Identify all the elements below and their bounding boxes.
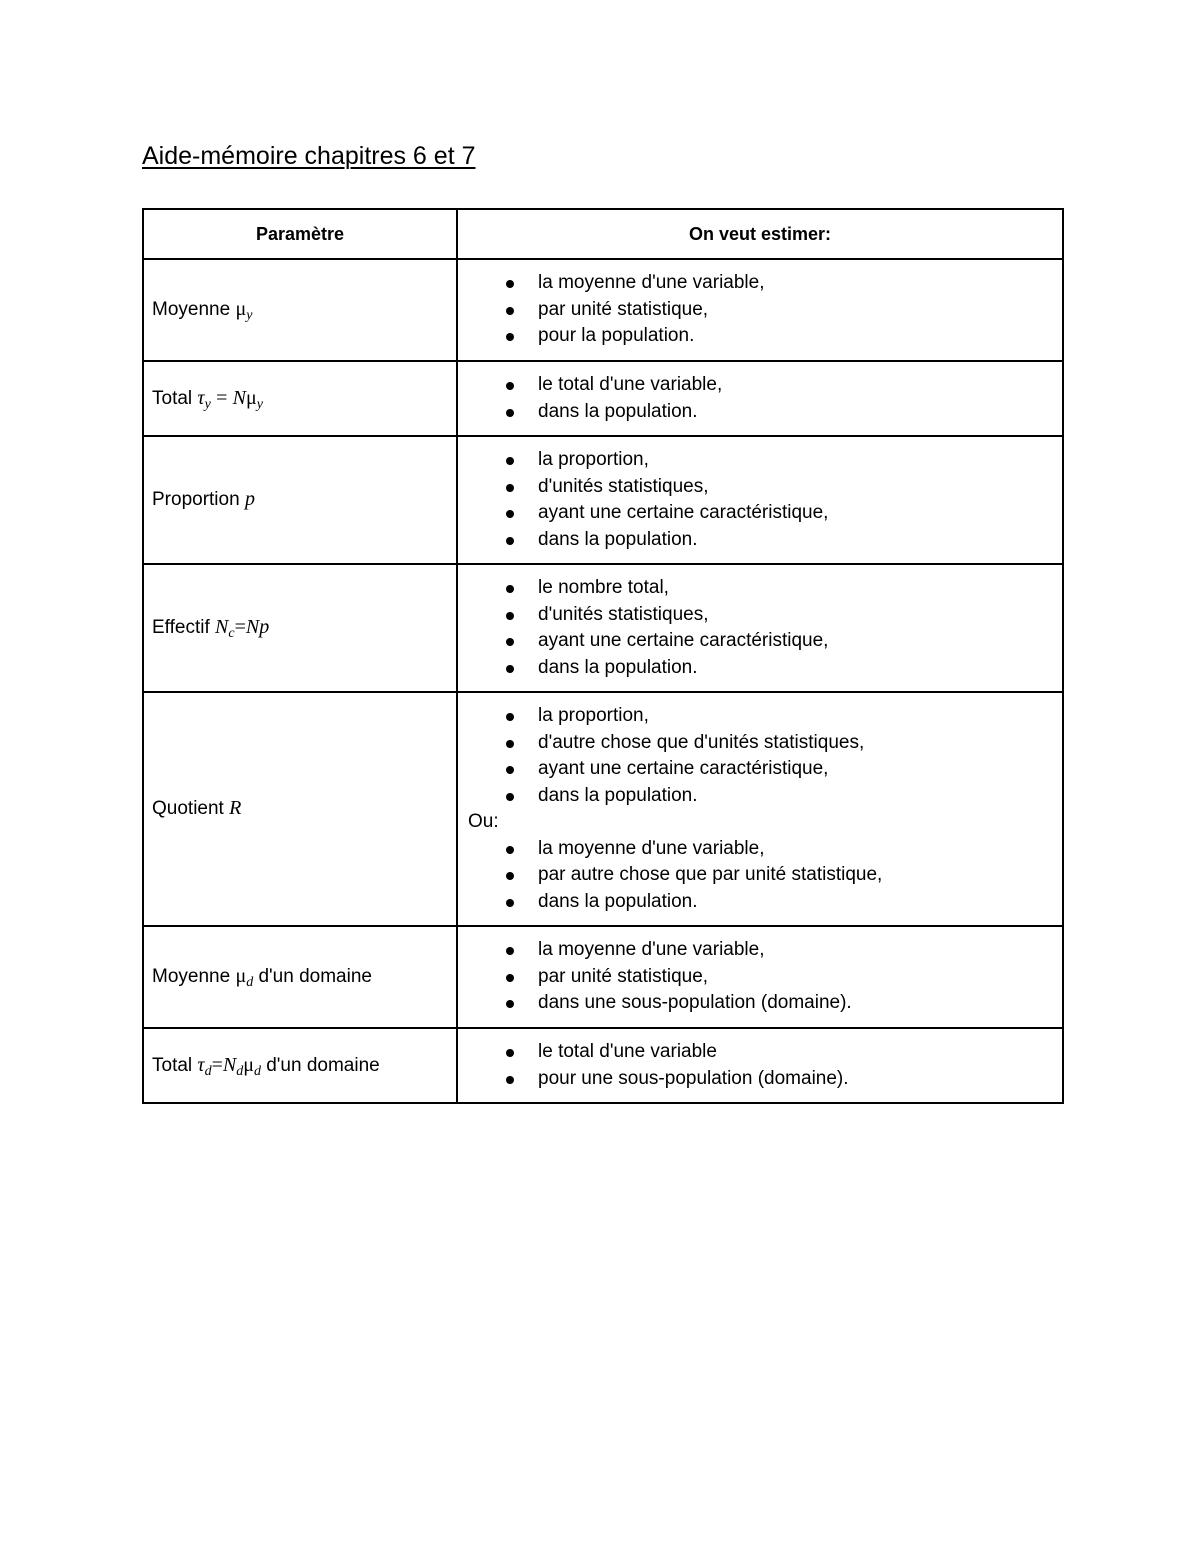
param-cell xyxy=(143,692,457,926)
bullet-list xyxy=(468,447,1062,553)
table-row xyxy=(143,692,1063,926)
list-item: ayant une certaine caractéristique, xyxy=(538,628,1062,655)
bullet-list xyxy=(468,1039,1062,1092)
list-item: dans la population. xyxy=(538,889,1062,916)
list-item: la proportion, xyxy=(538,703,1062,730)
param-label: Effectif xyxy=(152,617,210,639)
param-rhs: $N_d\mu_d$ xyxy=(222,1053,261,1079)
table-header-row xyxy=(143,209,1063,259)
param-label: Moyenne xyxy=(152,966,231,988)
param-label: Quotient xyxy=(152,798,224,820)
bullet-list xyxy=(468,372,1062,425)
bullet-list xyxy=(468,836,1062,916)
list-item: la proportion, xyxy=(538,447,1062,474)
desc-cell xyxy=(457,361,1063,436)
desc-cell xyxy=(457,436,1063,564)
list-item: par autre chose que par unité statistique, xyxy=(538,862,1062,889)
equals-sign: = xyxy=(234,616,246,639)
bullet-list xyxy=(468,937,1062,1017)
param-cell xyxy=(143,1028,457,1103)
list-item: le total d'une variable, xyxy=(538,372,1062,399)
list-item: dans la population. xyxy=(538,783,1062,810)
param-label: Moyenne xyxy=(152,299,231,321)
param-symbol: $\mu_d$ xyxy=(235,965,254,991)
list-item: d'unités statistiques, xyxy=(538,602,1062,629)
param-cell xyxy=(143,259,457,361)
desc-cell xyxy=(457,564,1063,692)
desc-cell xyxy=(457,259,1063,361)
param-cell xyxy=(143,361,457,436)
list-item: la moyenne d'une variable, xyxy=(538,270,1062,297)
list-item: le nombre total, xyxy=(538,575,1062,602)
param-cell xyxy=(143,436,457,564)
param-suffix: d'un domaine xyxy=(258,966,372,988)
separator-ou: Ou: xyxy=(468,811,499,832)
list-item: d'unités statistiques, xyxy=(538,474,1062,501)
desc-cell xyxy=(457,926,1063,1028)
table-row xyxy=(143,1028,1063,1103)
param-rhs: Np xyxy=(245,616,270,639)
param-cell xyxy=(143,564,457,692)
list-item: par unité statistique, xyxy=(538,964,1062,991)
list-item: la moyenne d'une variable, xyxy=(538,836,1062,863)
param-label: Proportion xyxy=(152,489,240,511)
header-parametre: Paramètre xyxy=(143,209,457,259)
param-label: Total xyxy=(152,1054,193,1076)
list-item: la moyenne d'une variable, xyxy=(538,937,1062,964)
bullet-list xyxy=(468,270,1062,350)
table-row xyxy=(143,436,1063,564)
table-row xyxy=(143,926,1063,1028)
param-rhs: $N\mu_y$ xyxy=(232,386,263,412)
list-item: ayant une certaine caractéristique, xyxy=(538,500,1062,527)
equals-sign: = xyxy=(211,1053,223,1076)
equals-sign: = xyxy=(216,386,228,409)
bullet-list xyxy=(468,575,1062,681)
page-title: Aide-mémoire chapitres 6 et 7 xyxy=(142,142,476,170)
table-row xyxy=(143,564,1063,692)
list-item: dans une sous-population (domaine). xyxy=(538,990,1062,1017)
param-cell xyxy=(143,926,457,1028)
list-item: pour la population. xyxy=(538,323,1062,350)
bullet-list xyxy=(468,703,1062,809)
parameter-table xyxy=(142,208,1064,1104)
param-suffix: d'un domaine xyxy=(266,1054,380,1076)
list-item: d'autre chose que d'unités statistiques, xyxy=(538,730,1062,757)
list-item: dans la population. xyxy=(538,527,1062,554)
param-symbol: p xyxy=(244,488,255,511)
desc-cell xyxy=(457,1028,1063,1103)
list-item: dans la population. xyxy=(538,655,1062,682)
param-symbol: $\tau_d$ xyxy=(197,1053,212,1079)
param-label: Total xyxy=(152,387,193,409)
list-item: dans la population. xyxy=(538,399,1062,426)
desc-cell xyxy=(457,692,1063,926)
table-row xyxy=(143,259,1063,361)
param-symbol: R xyxy=(229,797,242,820)
list-item: pour une sous-population (domaine). xyxy=(538,1066,1062,1093)
list-item: le total d'une variable xyxy=(538,1039,1062,1066)
list-item: par unité statistique, xyxy=(538,297,1062,324)
table-row xyxy=(143,361,1063,436)
param-symbol: $\mu_y$ xyxy=(235,298,253,324)
header-on-veut-estimer: On veut estimer: xyxy=(457,209,1063,259)
list-item: ayant une certaine caractéristique, xyxy=(538,756,1062,783)
param-symbol: $N_c$ xyxy=(215,616,235,642)
param-symbol: $\tau_y$ xyxy=(197,386,211,412)
